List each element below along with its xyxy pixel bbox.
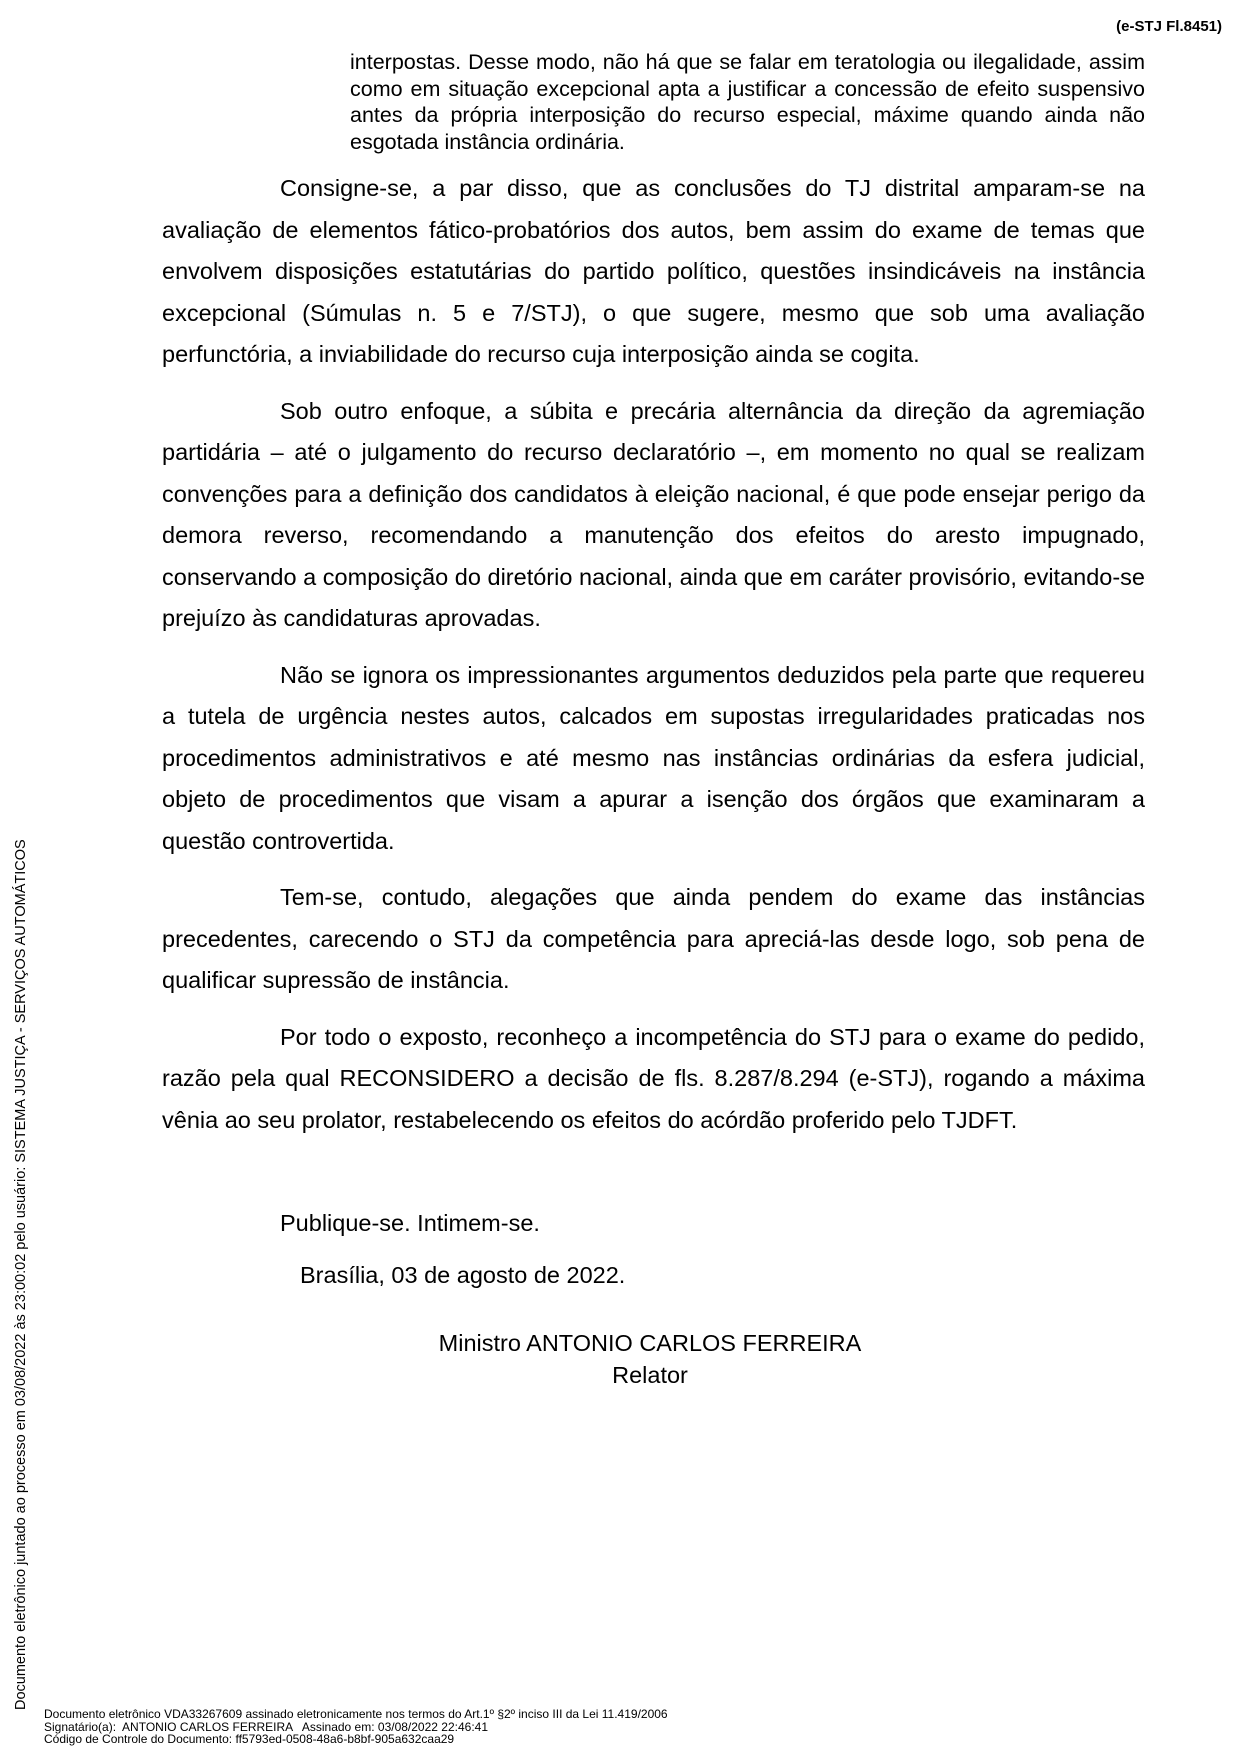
footer-line-signatory: Signatário(a): ANTONIO CARLOS FERREIRA Assinado em: 03/08/2022 22:46:41 [44,1719,488,1734]
electronic-signature-footer [44,1708,668,1746]
paragraph-1: Consigne-se, a par disso, que as conclusões do TJ distrital amparam-se na avaliação de elementos fático-probatórios dos autos, bem assim do exame de temas que envolvem disposições estatutárias do partido político, questões insindicáveis na instância excepcional (Súmulas n. 5 e 7/STJ), o que sugere, mesmo que sob uma avaliação perfunctória, a inviabilidade do recurso cuja interposição ainda se cogita. [162,175,1145,367]
decision-body [162,168,1145,1156]
signature-block [420,1327,880,1391]
paragraph-3: Não se ignora os impressionantes argumentos deduzidos pela parte que requereu a tutela de urgência nestes autos, calcados em supostas irregularidades praticadas nos procedimentos administrativos e até mesmo nas instâncias ordinárias da esfera judicial, objeto de procedimentos que visam a apurar a isenção dos órgãos que examinaram a questão controvertida. [162,661,1145,854]
place-date: Brasília, 03 de agosto de 2022. [300,1262,626,1288]
page-stamp: (e-STJ Fl.8451) [1116,18,1222,35]
side-margin-note: Documento eletrônico juntado ao processo em 03/08/2022 às 23:00:02 pelo usuário: SISTEMA JUSTIÇA - SERVIÇOS AUTOMÁTICOS [13,839,29,1710]
paragraph-2: Sob outro enfoque, a súbita e precária alternância da direção da agremiação partidária – até o julgamento do recurso declaratório –, em momento no qual se realizam convenções para a definição dos candidatos à eleição nacional, é que pode ensejar perigo da demora reverso, recomendando a manutenção dos efeitos do aresto impugnado, conservando a composição do diretório nacional, ainda que em caráter provisório, evitando-se prejuízo às candidaturas aprovadas. [162,397,1145,631]
paragraph-4: Tem-se, contudo, alegações que ainda pendem do exame das instâncias precedentes, carecendo o STJ da competência para apreciá-las desde logo, sob pena de qualificar supressão de instância. [162,884,1145,993]
footer-line-control-code: Código de Controle do Documento: ff5793ed-0508-48a6-b8bf-905a632caa29 [44,1732,455,1746]
footer-line-document: Documento eletrônico VDA33267609 assinado eletronicamente nos termos do Art.1º §2º inciso III da Lei 11.419/2006 [44,1707,668,1721]
publish-line: Publique-se. Intimem-se. [280,1210,540,1236]
signatory-name: Ministro ANTONIO CARLOS FERREIRA [438,1330,862,1356]
quoted-excerpt: interpostas. Desse modo, não há que se falar em teratologia ou ilegalidade, assim como em situação excepcional apta a justificar a concessão de efeito suspensivo antes da própria interposição do recurso especial, máxime quando ainda não esgotada instância ordinária. [350,50,1145,154]
signatory-role: Relator [612,1362,688,1388]
paragraph-5: Por todo o exposto, reconheço a incompetência do STJ para o exame do pedido, razão pela qual RECONSIDERO a decisão de fls. 8.287/8.294 (e-STJ), rogando a máxima vênia ao seu prolator, restabelecendo os efeitos do acórdão proferido pelo TJDFT. [162,1023,1145,1133]
